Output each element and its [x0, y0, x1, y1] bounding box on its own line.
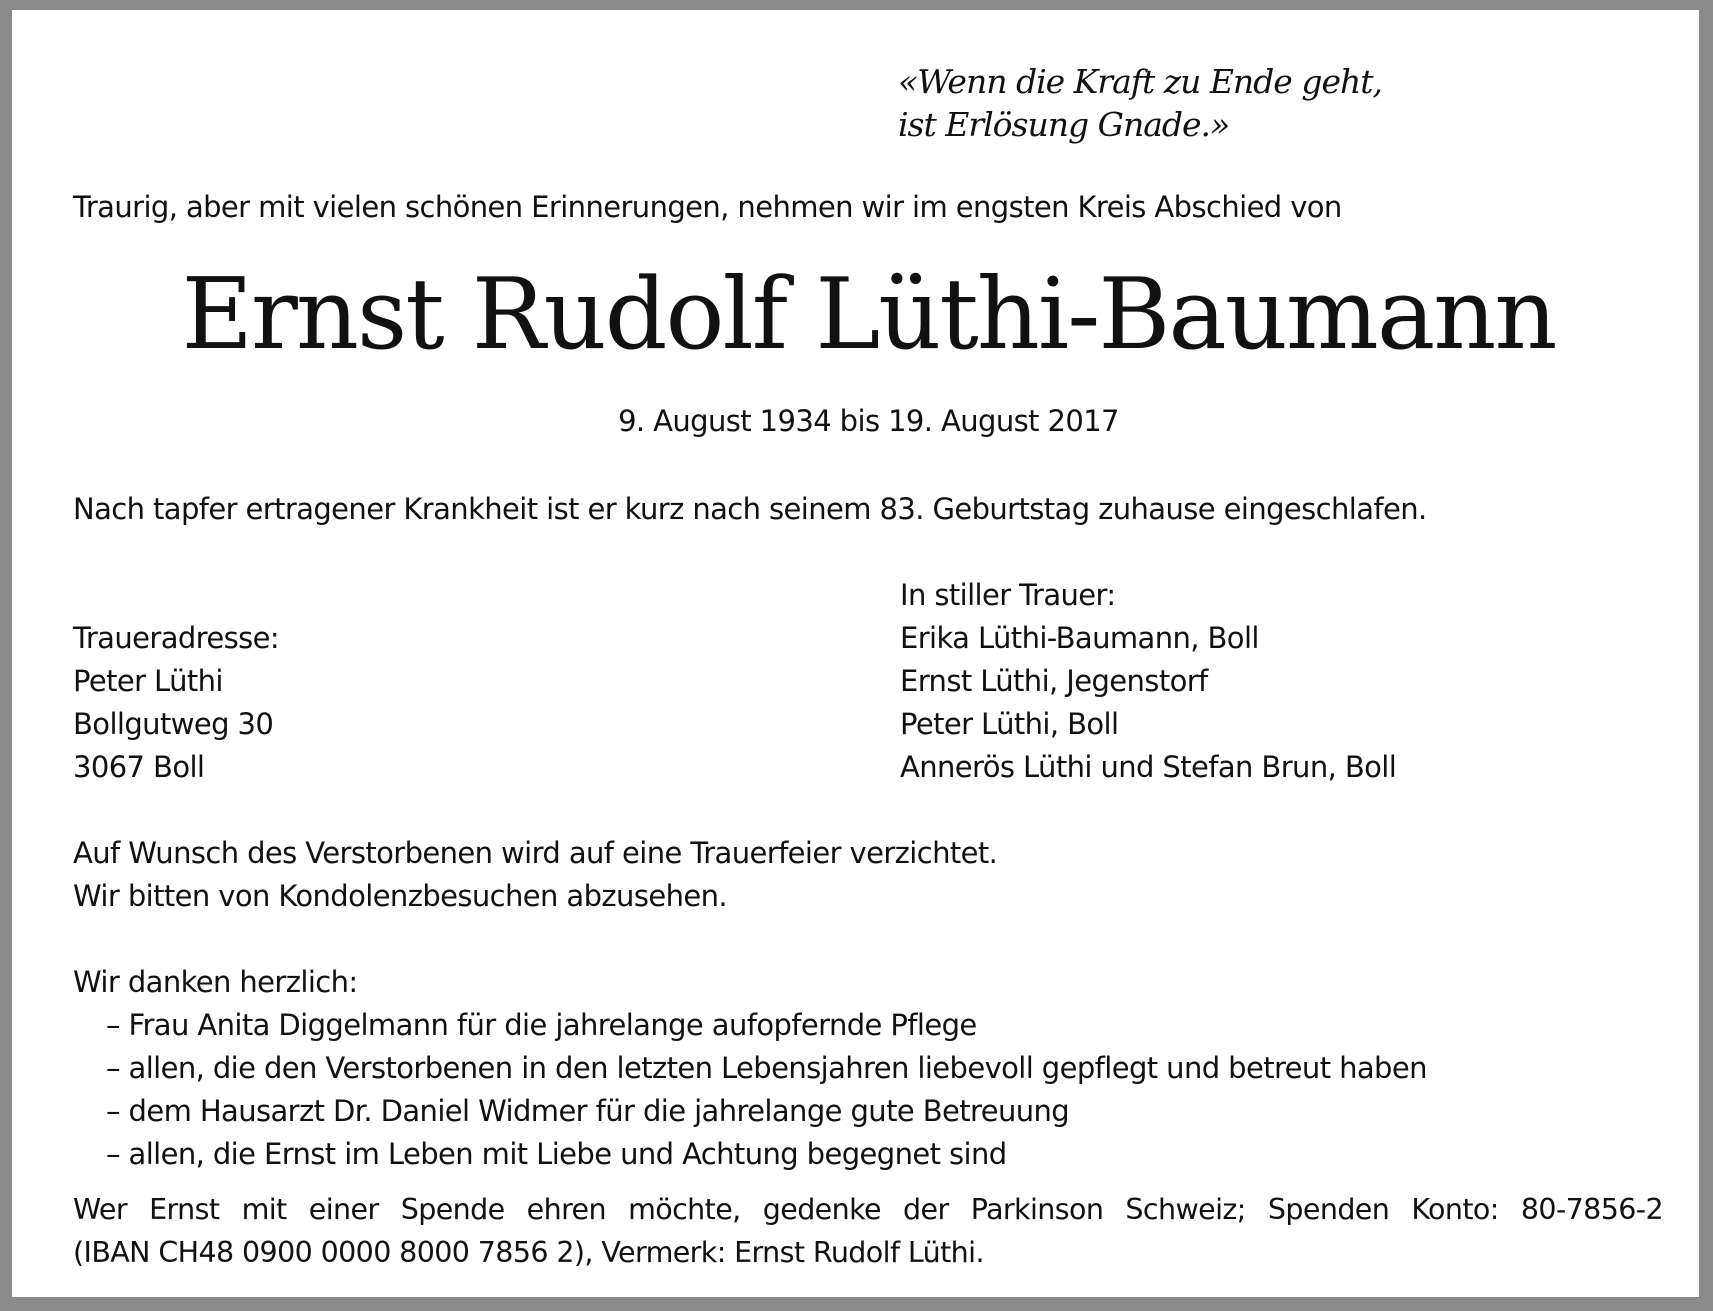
motto-quote	[898, 60, 1382, 146]
wish-line-1: Auf Wunsch des Verstorbenen wird auf eine Trauerfeier verzichtet.	[73, 836, 998, 870]
motto-line-1: «Wenn die Kraft zu Ende geht,	[898, 62, 1382, 101]
thanks-item: – dem Hausarzt Dr. Daniel Widmer für die jahrelange gute Betreuung	[106, 1094, 1070, 1128]
thanks-heading	[73, 961, 358, 1004]
deceased-name: Ernst Rudolf Lüthi-Baumann	[181, 258, 1556, 372]
mourner-name: Ernst Lüthi, Jegenstorf	[900, 664, 1208, 698]
mourners-label: In stiller Trauer:	[900, 578, 1116, 612]
mourning-address	[73, 617, 279, 789]
thanks-item: – allen, die Ernst im Leben mit Liebe und Achtung begegnet sind	[106, 1137, 1007, 1171]
address-line: 3067 Boll	[73, 750, 205, 784]
thanks-list	[106, 1004, 1427, 1176]
donation-line-2: (IBAN CH48 0900 0000 8000 7856 2), Vermerk: Ernst Rudolf Lüthi.	[73, 1236, 984, 1269]
address-line: Peter Lüthi	[73, 664, 223, 698]
death-notice: Nach tapfer ertragener Krankheit ist er kurz nach seinem 83. Geburtstag zuhause eingeschlafen.	[73, 492, 1427, 526]
wish-line-2: Wir bitten von Kondolenzbesuchen abzusehen.	[73, 879, 727, 913]
motto-line-2: ist Erlösung Gnade.»	[898, 105, 1230, 144]
address-line: Bollgutweg 30	[73, 707, 274, 741]
thanks-item: – Frau Anita Diggelmann für die jahrelange aufopfernde Pflege	[106, 1008, 977, 1042]
funeral-wish	[73, 832, 997, 918]
donation-note	[73, 1188, 1663, 1274]
mourner-name: Erika Lüthi-Baumann, Boll	[900, 621, 1259, 655]
mourners-list	[900, 574, 1396, 789]
donation-line-1: Wer Ernst mit einer Spende ehren möchte, gedenke der Parkinson Schweiz; Spenden Konto: 80-7856-2	[73, 1193, 1663, 1226]
mourner-name: Annerös Lüthi und Stefan Brun, Boll	[900, 750, 1397, 784]
thanks-item: – allen, die den Verstorbenen in den letzten Lebensjahren liebevoll gepflegt und betreut haben	[106, 1051, 1427, 1085]
intro-text: Traurig, aber mit vielen schönen Erinnerungen, nehmen wir im engsten Kreis Abschied von	[73, 190, 1342, 224]
thanks-label: Wir danken herzlich:	[73, 965, 358, 999]
life-dates: 9. August 1934 bis 19. August 2017	[618, 404, 1119, 438]
mourner-name: Peter Lüthi, Boll	[900, 707, 1119, 741]
address-label: Traueradresse:	[73, 621, 280, 655]
